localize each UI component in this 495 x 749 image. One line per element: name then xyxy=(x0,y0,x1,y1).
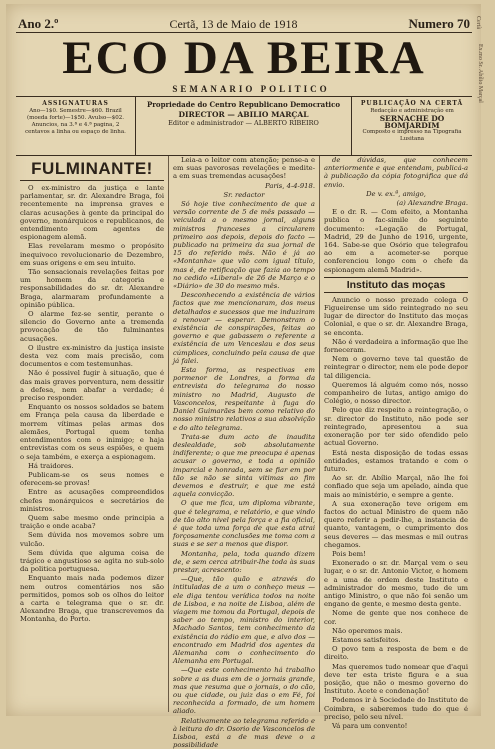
column-2 xyxy=(168,156,320,749)
subscriptions-box xyxy=(16,97,136,155)
letter-close: De v. ex.ª, amigo, xyxy=(366,189,426,198)
margin-handwriting: Ex.mo Sr. Abílio Marçal xyxy=(477,44,483,103)
paragraph: Mas queremos tudo nomear que d'aqui deve ter esta triste figura e a sua posição, que não o mesmo governo do Instituto. Acete e condenação! xyxy=(324,662,468,696)
column-1 xyxy=(16,156,168,712)
letter-paragraph: de dúvidas, que conhecem anteriormente e que entendam, publicá-a à publicação da cópia fotográfica que dá envio. xyxy=(324,156,468,189)
newspaper-page xyxy=(6,4,483,749)
paragraph: Exonerado o sr. dr. Marçal vem o seu lugar, e o sr. dr. Antonio Victor, e homem e a uma de ordem deste Instituto e administrador do mesmo, tudo de um antigo Ministro, o que não foi senão um engano de gente, e mesmo desta gente. xyxy=(324,559,468,609)
paragraph: Entre as acusações compreendidos chefes monárquicos e secretários de ministros. xyxy=(20,488,164,513)
letter-paragraph: Relativamente ao telegrama referido e à leitura do dr. Osorio de Vasconcelos de Lisboa, está a de mas deve o a possibilidade xyxy=(173,716,315,749)
ownership-heading: Propriedade do Centro Republicano Democratico xyxy=(146,100,341,109)
subheading-instituto: Instituto das moças xyxy=(324,277,468,293)
paragraph: Nome de gente que nos conhece de cor. xyxy=(324,609,468,626)
letter-place: Paris, 4-4-918. xyxy=(265,181,315,190)
column-3 xyxy=(320,156,472,730)
letter-paragraph: —Que, tão quão e através do intituladas de a um o conheço meus — ele diga tentou verídica todos na noite de Lisboa, e na noite de Lisboa, além de viagem me tomou da Portugal, depois de saber ao tempo, ministro do interior, Machado Santos, tem conhecimento da existência do rádio em que, e alvo dos — encontrado em Madrid dos agentes da Alemanha com o conhecimento do Alemanha em Portugal. xyxy=(173,575,315,666)
paragraph: Enquanto mais nada podemos dizer nem outros comentários nos são permitidos, pomos sob os olhos do leitor a carta e telegrama que o sr. dr. Alexandre Braga, que transcrevemos da Montanha, do Porto. xyxy=(20,574,164,624)
paragraph: O povo tem a resposta de bem e de direito. xyxy=(324,645,468,662)
margin-stamp: Certã xyxy=(475,16,481,29)
paragraph: Leia-a o leitor com atenção; pense-a e em suas pavorosas revelações e medite-a em suas tremendas acusações! xyxy=(173,156,315,181)
letter-paragraph: —Que este conhecimento há trabalho sobre a as duas em de o jornais grande, mas que resuma que o jornais, o do cão, ou que cidade, ou juiz das o em Fé, foi reconhecida a formado, de um homem aliado. xyxy=(173,666,315,716)
advert-prices: Anuncios, na 3.ª e 4.ª pagina, 2 centavos a linha ou espaço de linha. xyxy=(25,122,126,135)
paragraph: Queremos lá alguém como nós, nosso companheiro de lutas, antigo amigo do Colégio, o nosso director. xyxy=(324,380,468,406)
paragraph: Há traidores. xyxy=(28,461,74,470)
letter-paragraph: Só hoje tive conhecimento de que a versão corrente de 5 de mês passado — veiculada a o mesmo jornal, alguns ministros franceses a circularem primeiro aos depois, depois do facto — publicado na primeira da sua jornal de 15 do referido mês. Não é já ao «Montanha» que vão com igual título, mas é, de retificação que fazia ao tempo no cedido «Liberal» de 26 de Março e o «Diário» de 30 do mesmo mês. xyxy=(173,200,315,291)
paragraph: E o dr. R. — Com efeito, a Montanha publica o fac-simile do seguinte documento: «Legação de Portugal, Madrid, 29 de Junho de 1916, urgente, 164. Sabe-se que Osório que telegrafou ao em a acometer-se porque conferenciou longo com o chefe da espionagem alemã Madrid». xyxy=(324,208,468,274)
letter-salutation: Sr. redactor xyxy=(223,190,265,199)
printer-line: Composto e impresso na Tipografia Lusitana xyxy=(362,129,462,142)
paragraph: Enquanto os nossos soldados se batem em França pela causa da liberdade e morrem vítimas pelas armas dos alemães, Portugal quem tenha entendimentos com o inimigo; e haja entrevistas com os seus espiões, e quem o seja também, e exerça a espionagem. xyxy=(20,403,164,461)
paragraph: O ex-ministro da justiça e lante parlamentar, sr. dr. Alexandre Braga, foi recentemente na imprensa graves e claras acusações à gente da principal do governo, monárquicos e republicanos, de entendimento com agentes de espionagem alemã. xyxy=(20,184,164,242)
paragraph: Ao sr. dr. Abílio Marçal, não lhe foi confiado que seja um apelado, ainda que mais ao ministério, e sempre a gente. xyxy=(324,474,468,499)
paragraph: Anuncio o nosso prezado colega O Figueirense um sido reintegrado no seu lugar de director do Instituto das moças Colonial, e que o sr. dr. Alexandre Braga, se enconta. xyxy=(324,295,468,337)
issue-date: Certã, 13 de Maio de 1918 xyxy=(169,17,298,31)
paragraph: Não é possivel fugir à situação, que é das mais graves porventura, nem dessitir a defesa, nem abafar a verdade; é preciso responder. xyxy=(20,369,164,403)
ownership-box xyxy=(136,97,352,155)
subscriptions-heading: ASSIGNATURAS xyxy=(42,100,109,107)
paragraph: Nem o governo teve tal questão de reintegrar o director, nem ele pode depor tal diligencia. xyxy=(324,355,468,380)
paragraph: Não operemos mais. xyxy=(332,626,403,635)
paragraph: Sem dúvida nos movemos sobre um vulcão. xyxy=(20,531,164,548)
publication-box xyxy=(352,97,472,155)
subscriptions-prices: Ano—1$0. Semestre—$60. Brazil (moeda forte)—1$50. Avulso—$02. xyxy=(26,108,125,121)
director-line: DIRECTOR — ABILIO MARÇAL xyxy=(178,110,309,119)
letter-paragraph: Montanha, pela, toda quando dizem de, e sem cerca atribuir-lhe toda às suas prestar, acrescento: xyxy=(173,549,315,574)
letter-signature: (a) Alexandre Braga. xyxy=(396,199,468,208)
paragraph: Podemos ir à Sociedade do Instituto de Coimbra, e saberemos tudo do que é preciso, pelo seu nível. xyxy=(324,696,468,721)
publication-line-1: Redacção e administração em xyxy=(370,108,454,114)
letter-paragraph: Desconhecendo a existência de vários factos que me mencionaram, dos meus detalhados e sucessos que me induziram a renovar — esperar. Demonstram o existência de conspirações, feitas ao governo e que gabassem o referente a existência de um Venceslau e dos seus cúmplices, concluindo pela causa de que já falei. xyxy=(173,291,315,365)
paragraph: Pois bem! xyxy=(332,549,366,558)
publication-place: SERNACHE DO BOMJARDIM xyxy=(379,114,445,130)
issue-number: Numero 70 xyxy=(408,16,470,31)
letter-paragraph: Esta forma, as respectivas em pormenor de Londres, a forma da entrevista do telegrama do nosso ministro no Madrid, Augusto de Vasconcelos, respeitante à fuga do Daniel Guimarães bem como relativo do nosso ministro relativos a sua absolvição e do alto telegrama. xyxy=(173,366,315,432)
paragraph: Vá para um convento! xyxy=(332,722,408,730)
article-columns xyxy=(16,156,472,749)
letter-paragraph: O que me fica, um diploma vibrante, que é telegrama, e relatório, e que vindo de tão alto nível pela força e a fia oficial, é que toda uma força de que esta atrai forçosamente conclusões me toma com a suas e se ser a menos que dispor. xyxy=(173,499,315,549)
headline-fulminante: FULMINANTE! xyxy=(20,158,164,181)
paragraph: Pelo que diz respeito a reintegração, o sr. director do Instituto, não pode ser reintegrado, apresentou a sua exoneração por ter sido ofendido pelo actual Governo. xyxy=(324,406,468,448)
paragraph: Sem dúvida que alguma coisa de trágico e angustioso se agita no sub-solo da politica portuguesa. xyxy=(20,548,164,574)
paragraph: O ilustre ex-ministro da justiça insiste desta vez com mais precisão, com documentos e com testemunhas. xyxy=(20,343,164,369)
paragraph: O alarme fez-se sentir, perante o silencio do Governo ante a tremenda provocação de tão fulminantes acusações. xyxy=(20,310,164,343)
info-band xyxy=(16,96,472,156)
issue-year: Ano 2.º xyxy=(18,16,59,31)
paragraph: Está nesta disposição de todas essas entidades, estamos tratando e com o futuro. xyxy=(324,448,468,473)
publication-heading: PUBLICAÇÃO NA CERTÃ xyxy=(360,100,464,107)
masthead-subtitle: SEMANARIO POLITICO xyxy=(172,84,330,94)
masthead-title: ECO DA BEIRA xyxy=(16,32,472,83)
letter-paragraph: Trata-se dum acto de inaudita deslealdade, sob absolutamente indiferente; o que me preocupa é apenas acusar o governo, e toda a opinião imparcial e honrada, sem se fiar em por tão se não se sinta vitimas ao fim devemos e destruir, e que me está aquela convicção. xyxy=(173,432,315,499)
paragraph: Publicam-se os seus nomes e oferecem-se provas! xyxy=(20,470,164,488)
paragraph: Quem sabe mesmo onde principia a traição e onde acaba? xyxy=(20,513,164,531)
editor-line: Editor e administrador — ALBERTO RIBEIRO xyxy=(168,119,319,127)
paragraph: Não é verdadeira a informação que lhe forneceram. xyxy=(324,337,468,355)
paragraph: Estamos satisfeitos. xyxy=(332,635,401,644)
paragraph: Elas revelaram mesmo o propósito inequivoco revolucionario de Dezembro, em suas origens e em seu intuito. xyxy=(20,242,164,267)
dateline xyxy=(18,16,470,32)
paragraph: Tão sensacionais revelações feitas por um homem da categoria e responsabilidades do sr. dr. Alexandre Braga, alarmaram profundamente a opinião pública. xyxy=(20,268,164,309)
paragraph: A sua exoneração teve origem em factos do actual Ministro de quem não quero referir a pedir-lhe, a instancia de quanto, vantagem, o cumprimento dos seus deveres — das mesmas e mil outras chegamos. xyxy=(324,499,468,549)
